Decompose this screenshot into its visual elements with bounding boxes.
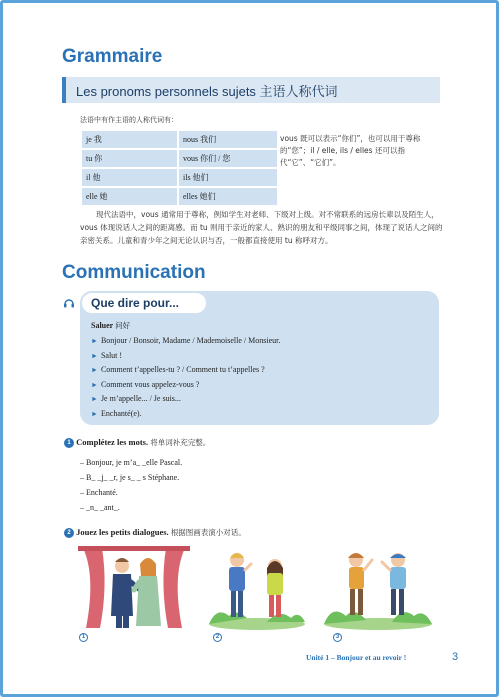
- list-item: – B_ _j_ _r, je s_ _ s Stéphane.: [80, 473, 180, 482]
- phrases-box-title: Que dire pour...: [91, 296, 180, 310]
- table-row: [82, 169, 277, 186]
- triangle-bullet-icon: ►: [91, 395, 98, 404]
- table-cell: vous 你们 / 您: [179, 150, 277, 167]
- exercise1-title: Complétez les mots.: [76, 437, 149, 447]
- triangle-bullet-icon: ►: [91, 337, 98, 345]
- phrase-list: [91, 334, 280, 422]
- table-cell: ils 他们: [179, 169, 277, 186]
- table-cell: il 他: [82, 169, 177, 186]
- grammar-paragraph: 现代法语中，vous 通常用于尊称，例如学生对老师、下级对上级。对不常联系的远房长辈以及陌生人，vous 体现说话人之间的距离感。而 tu 则用于亲近的家人、熟识的朋友和平级同事之间，体现了说话人之间的亲密关系。儿童和青少年之间无论认识与否，一般都直接使用 tu 称呼对方。: [80, 210, 443, 245]
- exercise2-title-cn: 根据图画表演小对话。: [170, 528, 246, 537]
- triangle-bullet-icon: ►: [91, 351, 98, 360]
- exercise1-list: [80, 455, 182, 515]
- list-item: [91, 363, 280, 378]
- list-item: [91, 378, 280, 393]
- table-cell: nous 我们: [179, 131, 277, 148]
- exercise1-heading: [64, 437, 210, 448]
- exercise-number-badge: 1: [64, 438, 74, 448]
- illustration-kids-waving: [322, 546, 434, 630]
- exercise2-title: Jouez les petits dialogues.: [76, 527, 169, 537]
- exercise-number-badge: 2: [64, 528, 74, 538]
- illustration-kids-meeting: [207, 546, 307, 630]
- triangle-bullet-icon: ►: [91, 366, 98, 375]
- picture-number: 2: [213, 633, 222, 642]
- pronoun-table: [80, 129, 279, 207]
- page-number: 3: [452, 651, 459, 663]
- grammar-intro: 法语中有作主语的人称代词有：: [80, 116, 178, 124]
- list-item: [91, 334, 280, 349]
- picture-number: 3: [333, 633, 342, 642]
- list-item: [91, 349, 280, 364]
- phrase-text: Salut !: [100, 350, 123, 360]
- phrase-text: Je m’appelle... / Je suis...: [100, 394, 181, 404]
- phrase-text: Comment vous appelez-vous ?: [100, 379, 200, 389]
- grammar-heading: Grammaire: [62, 46, 163, 67]
- unit-footer: Unité 1 – Bonjour et au revoir !: [306, 653, 407, 662]
- picture-number: 1: [79, 633, 88, 642]
- triangle-bullet-icon: ►: [91, 409, 98, 418]
- phrase-text: Comment t’appelles-tu ? / Comment tu t’appelles ?: [100, 365, 265, 375]
- headphones-icon[interactable]: [63, 297, 75, 309]
- list-item: – Enchanté.: [80, 488, 118, 497]
- salut-heading: [91, 320, 130, 331]
- table-cell: tu 你: [82, 150, 177, 167]
- phrase-text: Enchanté(e).: [100, 408, 142, 418]
- illustration-adults-greeting: [78, 546, 190, 630]
- table-cell: elle 她: [82, 188, 177, 205]
- triangle-bullet-icon: ►: [91, 380, 98, 389]
- communication-heading: Communication: [62, 262, 206, 283]
- banner-title: Les pronoms personnels sujets 主语人称代词: [76, 84, 338, 99]
- table-row: [82, 188, 277, 205]
- table-row: [82, 150, 277, 167]
- table-cell: je 我: [82, 131, 177, 148]
- phrase-text: Bonjour / Bonsoir, Madame / Mademoiselle / Monsieur.: [100, 336, 281, 345]
- table-row: [82, 131, 277, 148]
- list-item: [91, 407, 280, 422]
- list-item: – Bonjour, je m’a_ _elle Pascal.: [80, 458, 183, 467]
- salut-label: Saluer: [91, 321, 114, 330]
- salut-label-cn: 问好: [115, 321, 131, 330]
- list-item: – _n_ _ant_.: [80, 503, 120, 512]
- exercise1-title-cn: 将单词补充完整。: [150, 438, 211, 447]
- phrases-box-tab: [80, 291, 208, 315]
- grammar-banner: [62, 77, 440, 103]
- exercise2-heading: [64, 527, 246, 538]
- table-cell: elles 她们: [179, 188, 277, 205]
- grammar-sidenote: vous 既可以表示“你们”，也可以用于尊称的“您”；il / elle, ils / elles 还可以指代“它”、“它们”。: [280, 134, 421, 167]
- list-item: [91, 392, 280, 407]
